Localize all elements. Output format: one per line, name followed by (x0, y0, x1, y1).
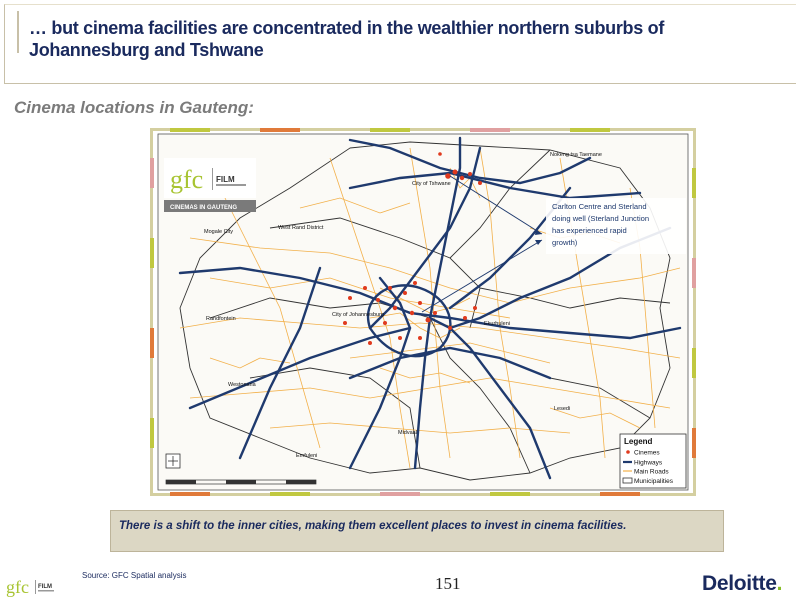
callout-text: There is a shift to the inner cities, making them excellent places to invest in cinema facilities. (119, 520, 627, 532)
cinema-marker (426, 318, 431, 323)
place-label: Randfontein (206, 316, 236, 322)
cinema-marker (438, 152, 442, 156)
legend-title: Legend (624, 437, 653, 446)
title-accent-line (17, 11, 19, 53)
legend-item-label: Main Roads (634, 468, 669, 476)
page-title-line1: … but cinema facilities are concentrated in the wealthier northern suburbs of (29, 18, 665, 38)
legend-item-label: Cinemes (634, 449, 660, 457)
title-box (4, 4, 796, 84)
place-label: Lesedi (554, 406, 571, 412)
page-number: 151 (435, 574, 461, 593)
cinema-marker (433, 311, 437, 315)
cinema-marker (363, 286, 367, 290)
north-arrow-icon (166, 454, 180, 468)
map-legend (620, 434, 686, 488)
cinema-marker (403, 291, 407, 295)
cinema-marker (376, 298, 380, 302)
cinema-marker (463, 316, 467, 320)
place-label: Emfuleni (296, 453, 318, 459)
cinema-marker (413, 281, 417, 285)
source-note: Source: GFC Spatial analysis (82, 571, 187, 580)
gfc-footer-logo-film: FILM (38, 584, 52, 590)
cinema-marker (468, 172, 472, 176)
place-label: Ekurhuleni (484, 321, 510, 327)
cinema-marker (388, 286, 392, 290)
legend-item-label: Highways (634, 459, 663, 467)
cinema-marker (418, 301, 422, 305)
place-label: Mogale City (204, 229, 234, 235)
cinema-marker (460, 176, 464, 180)
cinema-marker (448, 326, 452, 330)
page-title-line2: Johannesburg and Tshwane (29, 40, 264, 60)
gfc-logo-text: gfc (170, 165, 204, 194)
place-label: West Rand District (278, 225, 324, 231)
place-label: Midvaal (398, 430, 417, 436)
annotation-line: growth) (552, 238, 578, 247)
cinema-marker (368, 341, 372, 345)
annotation-line: has experienced rapid (552, 226, 627, 235)
cinema-marker (410, 311, 414, 315)
place-label: Nokeng tsa Taemane (550, 152, 602, 158)
cinema-marker (445, 173, 451, 179)
legend-item-label: Municipalities (634, 478, 674, 485)
gfc-footer-logo-text: gfc (6, 577, 29, 597)
gfc-logo-film: FILM (216, 175, 235, 184)
cinema-marker (398, 336, 402, 340)
deloitte-logo (702, 572, 782, 596)
cinema-marker (418, 336, 422, 340)
cinema-marker (478, 181, 482, 185)
annotation-box (546, 198, 686, 254)
cinema-marker (383, 321, 387, 325)
annotation-line: doing well (Sterland Junction (552, 214, 650, 223)
cinema-marker (348, 296, 352, 300)
cinema-marker (453, 170, 458, 175)
cinema-marker (343, 321, 347, 325)
scale-bar (166, 480, 316, 484)
gauteng-cinema-map (150, 128, 696, 496)
callout-box (110, 510, 724, 552)
deloitte-logo-text: Deloitte (702, 572, 777, 595)
cinema-marker (473, 306, 477, 310)
section-subtitle: Cinema locations in Gauteng: (14, 98, 254, 117)
place-label: City of Tshwane (412, 181, 451, 187)
map-banner: CINEMAS IN GAUTENG (170, 205, 238, 211)
cinema-marker (393, 306, 397, 310)
gfc-footer-logo (4, 576, 64, 600)
place-label: City of Johannesburg (332, 312, 384, 318)
deloitte-logo-dot: . (776, 572, 783, 595)
page-title (29, 17, 729, 61)
gfc-map-logo (164, 158, 256, 212)
place-label: Westonaria (228, 382, 256, 388)
legend-cinema-icon (626, 450, 630, 454)
annotation-line: Carlton Centre and Sterland (552, 202, 647, 211)
